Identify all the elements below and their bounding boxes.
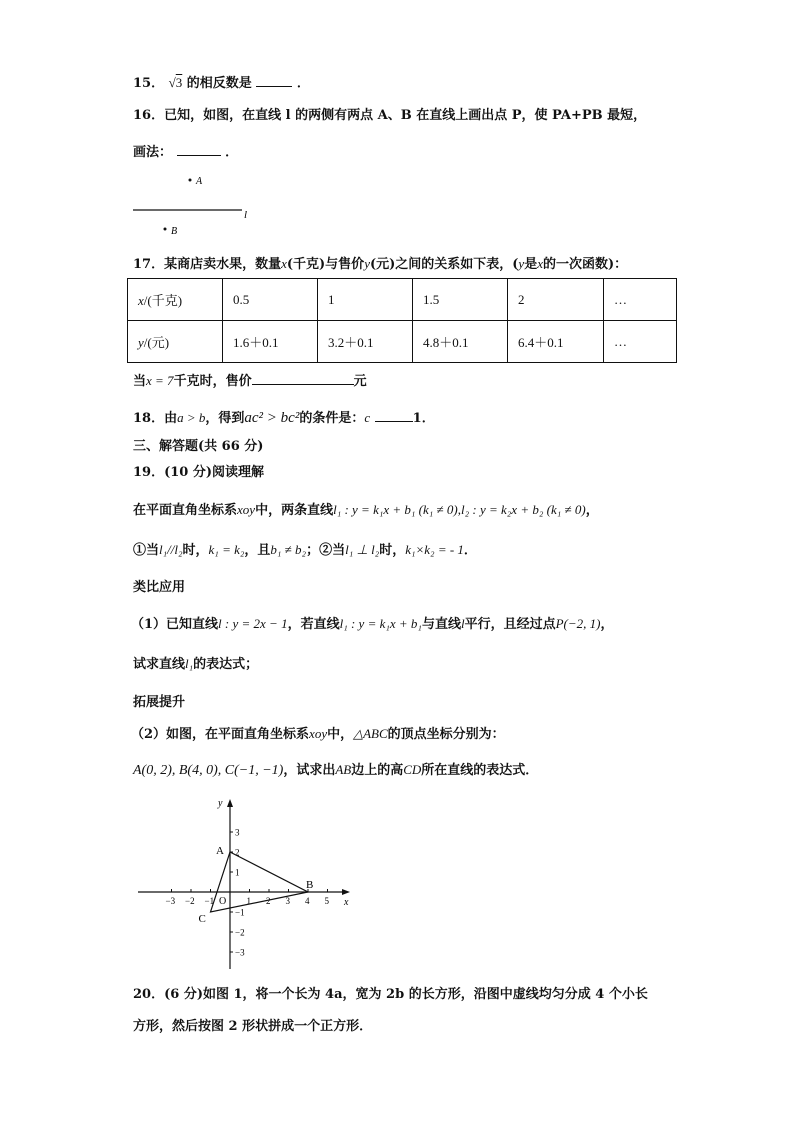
question-text: 的相反数是 (186, 76, 252, 91)
question-19-part2-line2 (133, 760, 538, 781)
math-expr: l : y = 2x − 1 (218, 616, 288, 631)
fruit-price-table (127, 278, 677, 363)
question-number: 15． (133, 76, 165, 91)
answer-blank[interactable] (375, 407, 413, 422)
period: ． (421, 411, 435, 426)
text: 的顶点坐标分别为： (387, 727, 505, 742)
point-b-dot (164, 228, 167, 231)
var-x: x (138, 293, 144, 308)
var-y: y (518, 256, 525, 271)
y-tick-label: −1 (235, 907, 245, 918)
answer-blank[interactable] (252, 370, 354, 385)
table-row (128, 279, 677, 321)
math-expr: l₁ : y = k₁x + b₁ (339, 616, 422, 631)
var-c: c (364, 410, 371, 425)
text: 的表达式； (193, 657, 259, 672)
text: ；②当 (306, 543, 346, 558)
subsection-extension: 拓展提升 (133, 695, 186, 710)
math-expr: l₂ : y = k₂x + b₂ (k₁ ≠ 0) (461, 502, 586, 517)
text: ， (585, 503, 599, 518)
vertex-label-c: C (198, 913, 206, 925)
math-expr: x = 7 (146, 373, 174, 388)
table-cell: 2 (508, 279, 604, 321)
point-b-label: B (171, 226, 178, 237)
x-tick-label: −1 (204, 896, 215, 906)
question-15 (133, 72, 310, 94)
math-expr: k₁×k₂ = - 1 (405, 542, 464, 557)
text: 中，两条直线 (255, 503, 334, 518)
math-expr: l₁ (185, 656, 194, 671)
table-cell: 6.4＋0.1 (508, 321, 604, 363)
period: ． (296, 76, 310, 91)
table-header-cell (128, 279, 223, 321)
x-axis-label: x (344, 897, 349, 908)
text: 千克时，售价 (173, 374, 252, 389)
answer-blank[interactable] (256, 72, 292, 87)
text: ①当 (133, 543, 160, 558)
answer-blank[interactable] (177, 141, 221, 156)
y-tick-label: 1 (235, 867, 240, 878)
vertex-label-b: B (306, 879, 314, 891)
y-tick-label: 2 (235, 847, 240, 858)
line-points-figure (130, 170, 270, 240)
question-16-line2 (133, 141, 238, 163)
text: ． (463, 543, 477, 558)
text: (元)之间的关系如下表，( (369, 257, 519, 272)
text: 边上的高 (351, 763, 404, 778)
table-cell: 1.5 (413, 279, 508, 321)
text: （2）如图，在平面直角坐标系 (131, 727, 310, 742)
line-l-label: l (244, 209, 248, 221)
x-tick-label: 2 (266, 896, 271, 906)
text: 中， (327, 727, 354, 742)
y-tick-label: −2 (235, 927, 245, 938)
math-expr: △ABC (353, 726, 388, 741)
question-17 (133, 254, 627, 275)
y-tick-label: −3 (235, 947, 245, 958)
math-expr: A(0, 2), B(4, 0), C(−1, −1) (133, 763, 284, 778)
question-19-part1 (131, 614, 614, 635)
coordinate-graph (136, 795, 356, 975)
math-expr: a > b (177, 410, 206, 425)
math-expr: AB (335, 762, 352, 777)
text: ，若直线 (287, 617, 340, 632)
question-20-line2: 方形，然后按图 2 形状拼成一个正方形． (133, 1019, 373, 1034)
text: 平行，且经过点 (464, 617, 556, 632)
question-20-line1: 20．(6 分)如图 1，将一个长为 4a，宽为 2b 的长方形，沿图中虚线均匀分成 4 个小长 (133, 987, 648, 1002)
point-a-dot (189, 179, 192, 182)
math-expr: l₁ : y = k₁x + b₁ (k₁ ≠ 0) (333, 502, 458, 517)
text: 时， (379, 543, 406, 558)
question-19-part2 (131, 724, 505, 745)
unit: /(元) (143, 335, 170, 350)
text: ，且 (244, 543, 271, 558)
table-cell: 4.8＋0.1 (413, 321, 508, 363)
table-cell: 3.2＋0.1 (318, 321, 413, 363)
text: 当 (133, 374, 147, 389)
period: ． (225, 145, 239, 160)
text: 的条件是： (299, 411, 365, 426)
text: ，试求出 (283, 763, 336, 778)
method-label: 画法： (133, 145, 173, 160)
math-expr: xoy (237, 502, 256, 517)
var-y: y (138, 335, 144, 350)
text: 与直线 (421, 617, 461, 632)
y-axis-arrow (227, 799, 233, 807)
x-tick-label: 3 (285, 896, 290, 906)
value: 1 (412, 411, 422, 426)
var-x: x (537, 256, 543, 271)
text: 18．由 (133, 411, 178, 426)
math-expr: xoy (309, 726, 328, 741)
text: 是 (524, 257, 538, 272)
var-x: x (281, 256, 287, 271)
text: 的一次函数)： (543, 257, 628, 272)
math-expr: k₁ = k₂ (208, 542, 245, 557)
question-18 (133, 407, 435, 429)
math-expr: ac² > bc² (244, 410, 300, 426)
section-title: 三、解答题(共 66 分) (133, 439, 264, 454)
subsection-analogy: 类比应用 (133, 580, 186, 595)
text: (千克)与售价 (286, 257, 365, 272)
question-19-intro (133, 500, 599, 521)
question-17-answer (133, 370, 367, 392)
question-19-rules (133, 540, 477, 561)
origin-label: O (219, 896, 227, 907)
vertex-label-a: A (216, 845, 224, 857)
text: 时， (182, 543, 209, 558)
unit: /(千克) (143, 293, 183, 308)
table-header-cell (128, 321, 223, 363)
table-cell: … (604, 279, 677, 321)
math-expr: l₁ ⊥ l₂ (345, 542, 380, 557)
sqrt-expression: √3 (168, 75, 183, 90)
text: 所在直线的表达式． (421, 763, 539, 778)
y-axis-label: y (218, 798, 223, 809)
text: （1）已知直线 (131, 617, 219, 632)
question-19-title: 19．(10 分)阅读理解 (133, 465, 265, 480)
math-expr: l₁//l₂ (159, 542, 183, 557)
y-tick-label: 3 (235, 827, 240, 838)
text: 17．某商店卖水果，数量 (133, 257, 282, 272)
x-tick-label: −3 (165, 896, 176, 906)
math-expr: b₁ ≠ b₂ (270, 542, 307, 557)
x-axis-arrow (342, 889, 350, 895)
table-cell: 1 (318, 279, 413, 321)
text: ， (600, 617, 614, 632)
table-cell: 1.6＋0.1 (223, 321, 318, 363)
text: 在平面直角坐标系 (133, 503, 238, 518)
table-row (128, 321, 677, 363)
text: ，得到 (205, 411, 245, 426)
x-tick-label: 1 (246, 896, 251, 906)
question-19-part1-line2 (133, 654, 258, 675)
table-cell: 0.5 (223, 279, 318, 321)
table-cell: … (604, 321, 677, 363)
math-expr: P(−2, 1) (555, 616, 601, 631)
point-a-label: A (196, 176, 203, 187)
question-16-line1: 16．已知，如图，在直线 l 的两侧有两点 A、B 在直线上画出点 P，使 PA+PB 最短， (133, 108, 647, 123)
text: 试求直线 (133, 657, 186, 672)
text: , (457, 502, 462, 517)
text: 元 (353, 374, 367, 389)
x-tick-label: 4 (305, 896, 310, 906)
x-tick-label: −2 (185, 896, 195, 906)
math-expr: l (460, 616, 465, 631)
x-tick-label: 5 (324, 896, 329, 906)
radicand: 3 (175, 75, 183, 90)
math-expr: CD (403, 762, 422, 777)
var-y: y (364, 256, 370, 271)
